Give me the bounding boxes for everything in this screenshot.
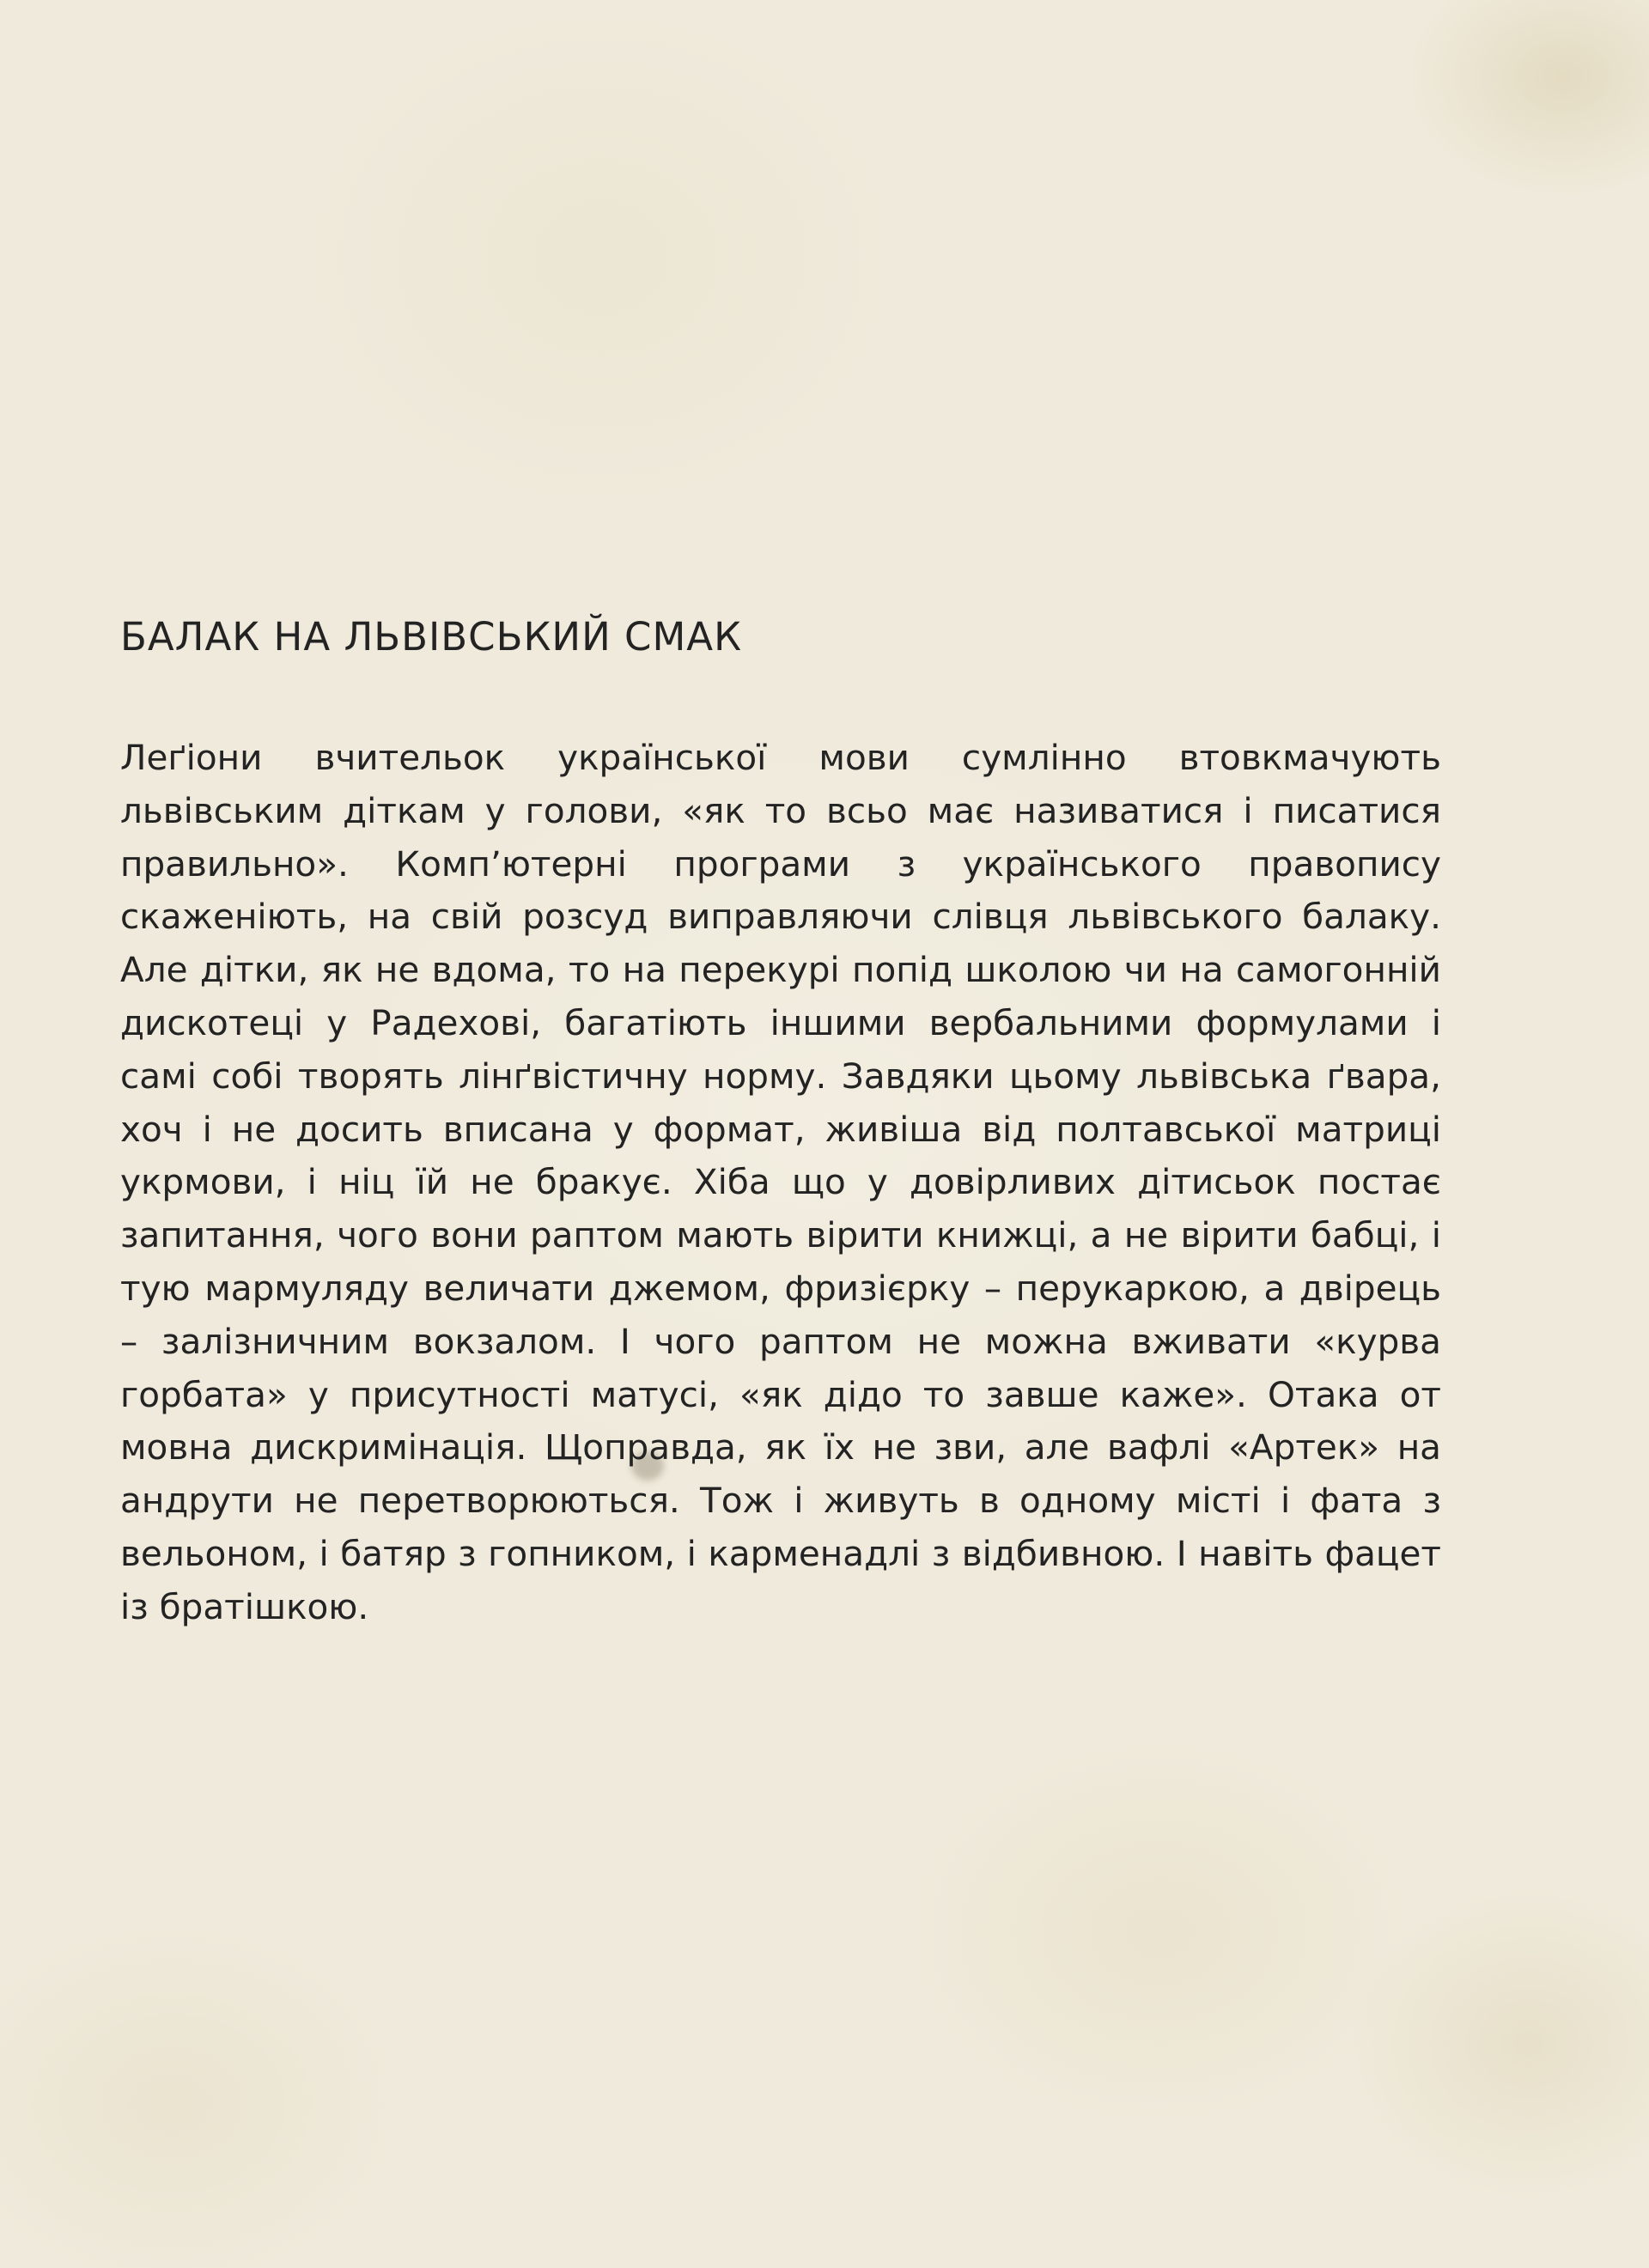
article [120, 611, 1441, 1634]
article-body: Леґіони вчительок української мови сумлінно втовкмачують львівським діткам у голови, «як то всьо має називатися і писатися правильно». Комп’ютерні програми з українського правопису скаженіють, на свій розсуд виправляючи слівця львівського балаку. Але дітки, як не вдома, то на перекурі попід школою чи на самогонній дискотеці у Радехові, багатіють іншими вербальними формулами і самі собі творять лінґвістичну норму. Завдяки цьому львівська ґвара, хоч і не досить вписана у формат, живіша від полтавської матриці укрмови, і ніц їй не бракує. Хіба що у довірливих дітисьок постає запитання, чого вони раптом мають вірити книжці, а не вірити бабці, і тую мармуляду величати джемом, фризієрку – перукаркою, а двірець – залізничним вокзалом. І чого раптом не можна вживати «курва горбата» у присутності матусі, «як дідо то завше каже». Отака от мовна дискримінація. Щоправда, як їх не зви, але вафлі «Артек» на андрути не перетворюються. Тож і живуть в одному місті і фата з вельоном, і батяр з гопником, і карменадлі з відбивною. І навіть фацет із братішкою. [120, 737, 1441, 1627]
article-title: БАЛАК НА ЛЬВІВСЬКИЙ СМАК [120, 614, 743, 660]
